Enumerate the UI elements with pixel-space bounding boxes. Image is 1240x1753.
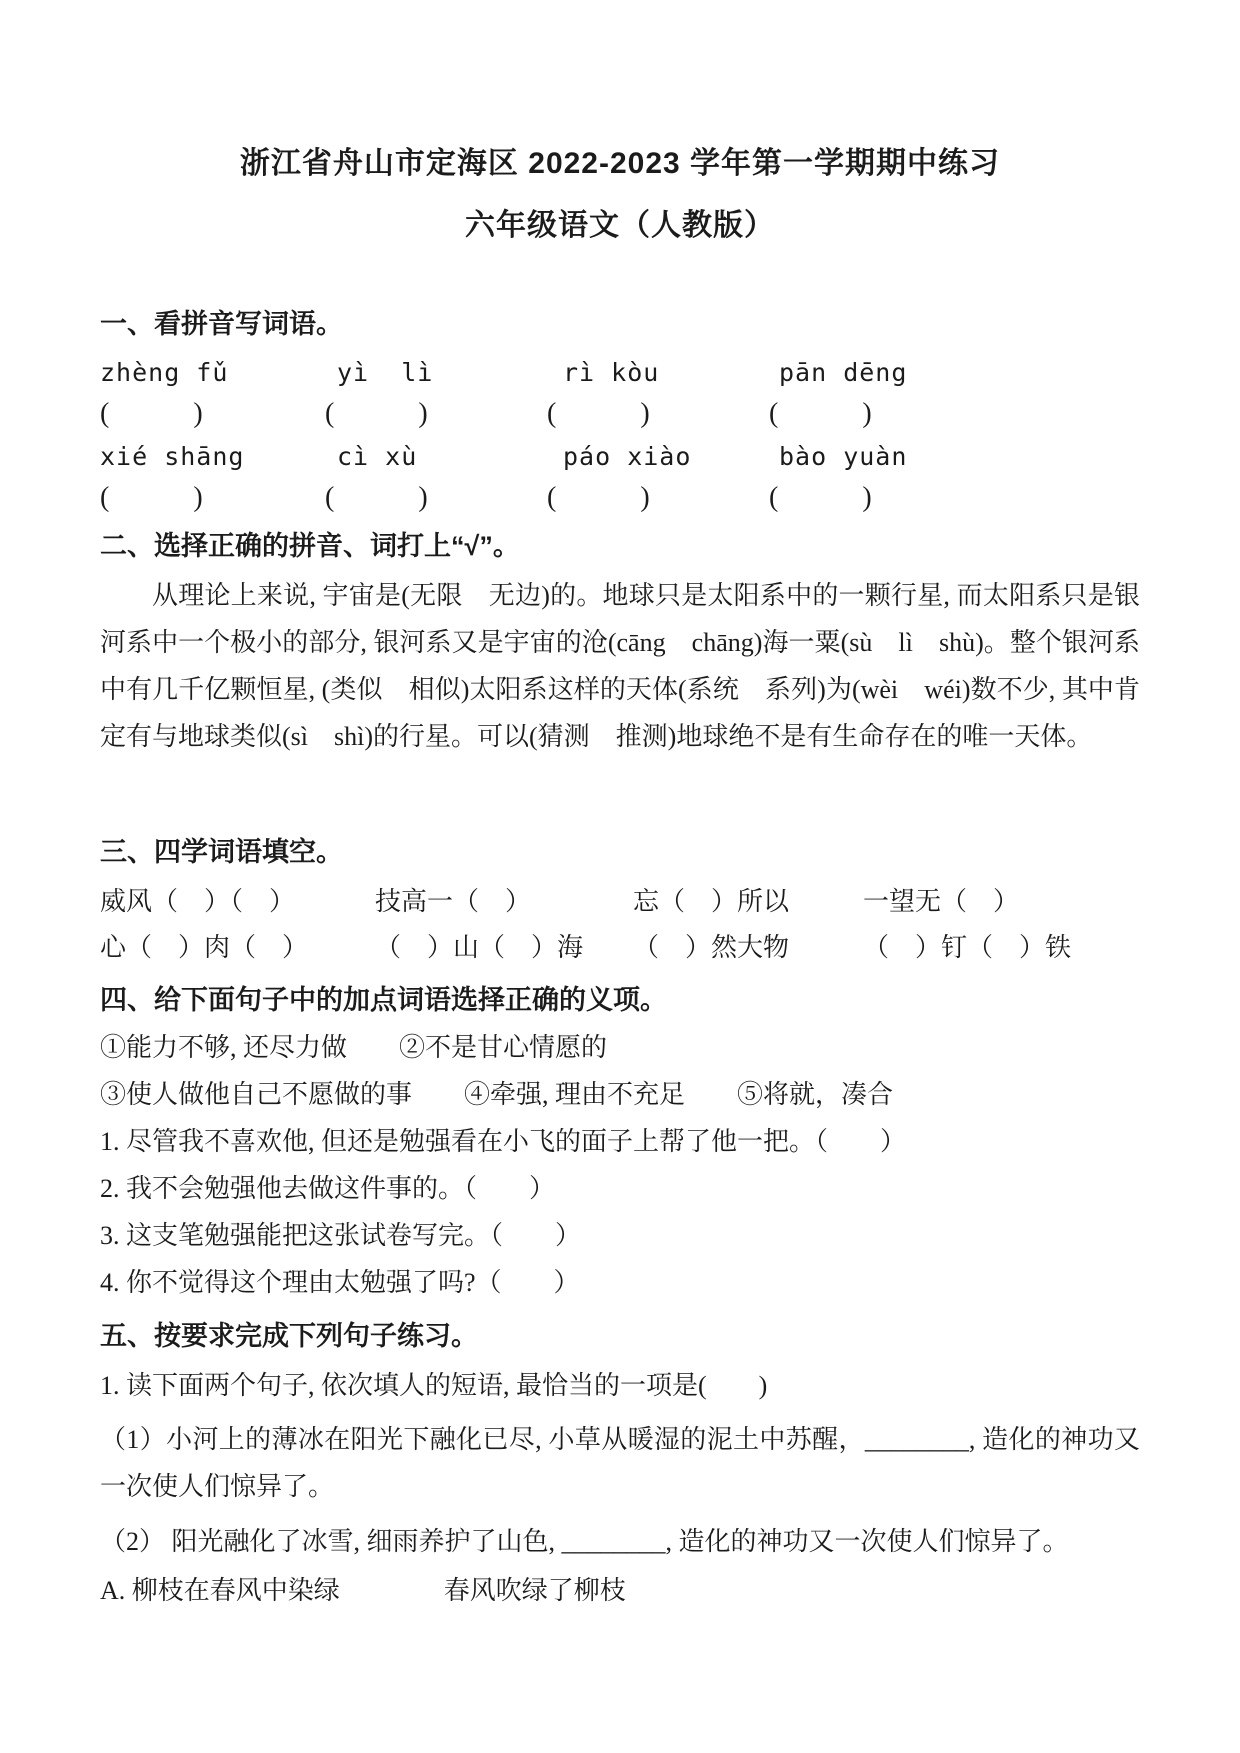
section5-heading: 五、按要求完成下列句子练习。 (100, 1321, 478, 1351)
answer-blank: ( ) (547, 482, 650, 513)
section1-pinyin-row2 (100, 440, 1140, 474)
section5-sentence-1: （1）小河上的薄冰在阳光下融化已尽, 小草从暖湿的泥土中苏醒，________, 造化的神功又一次使人们惊异了。 (100, 1425, 1140, 1501)
idiom-blank: 一望无（ ） (863, 887, 1020, 916)
idiom-blank: 心（ ）肉（ ） (100, 933, 309, 962)
section4-item-2: 2. 我不会勉强他去做这件事的。（ ） (100, 1174, 556, 1203)
section4-heading: 四、给下面句子中的加点词语选择正确的义项。 (100, 985, 667, 1015)
section2-passage: 从理论上来说, 宇宙是(无限 无边)的。地球只是太阳系中的一颗行星, 而太阳系只是银河系中一个极小的部分, 银河系又是宇宙的沧(cāng chāng)海一粟(sù lì shù)。整个银河系中有几千亿颗恒星, (类似 相似)太阳系这样的天体(系统 系列)为(wèi wéi)数不少, 其中肯定有与地球类似(sì shì)的行星。可以(猜测 推测)地球绝不是有生命存在的唯一天体。 (100, 581, 1140, 751)
idiom-blank: 威风（ ）（ ） (100, 887, 296, 916)
section1-heading: 一、看拼音写词语。 (100, 309, 343, 339)
section1-blank-row2 (100, 480, 1140, 516)
answer-blank: ( ) (100, 398, 203, 429)
idiom-blank: 忘（ ）所以 (633, 887, 790, 916)
answer-blank: ( ) (325, 398, 428, 429)
paper-title-line1: 浙江省舟山市定海区 2022-2023 学年第一学期期中练习 (239, 147, 1001, 180)
pinyin-word: yì lì (337, 358, 434, 387)
pinyin-word: páo xiào (563, 442, 692, 471)
section4-item-1: 1. 尽管我不喜欢他, 但还是勉强看在小飞的面子上帮了他一把。（ ） (100, 1127, 907, 1156)
section4-meanings-line2: ③使人做他自己不愿做的事 ④牵强, 理由不充足 ⑤将就，凑合 (100, 1080, 894, 1109)
pinyin-word: pān dēng (779, 358, 908, 387)
answer-blank: ( ) (325, 482, 428, 513)
section4-item-4: 4. 你不觉得这个理由太勉强了吗?（ ） (100, 1268, 580, 1297)
section4-meanings-line1: ①能力不够, 还尽力做 ②不是甘心情愿的 (100, 1033, 608, 1062)
pinyin-word: cì xù (337, 442, 418, 471)
answer-blank: ( ) (769, 398, 872, 429)
idiom-blank: 技高一（ ） (375, 887, 532, 916)
pinyin-word: zhèng fǔ (100, 358, 229, 387)
section1-blank-row1 (100, 396, 1140, 432)
section1-pinyin-row1 (100, 356, 1140, 390)
section5-sentence-2: （2） 阳光融化了冰雪, 细雨养护了山色, ________, 造化的神功又一次使人们惊异了。 (100, 1527, 1069, 1556)
pinyin-word: xié shāng (100, 442, 245, 471)
pinyin-word: rì kòu (563, 358, 660, 387)
paper-title-line2: 六年级语文（人教版） (465, 209, 775, 242)
idiom-blank: （ ）钉（ ）铁 (863, 933, 1072, 962)
idiom-blank: （ ）然大物 (633, 933, 790, 962)
answer-blank: ( ) (769, 482, 872, 513)
idiom-blank: （ ）山（ ）海 (375, 933, 584, 962)
pinyin-word: bào yuàn (779, 442, 908, 471)
section3-heading: 三、四学词语填空。 (100, 837, 343, 867)
answer-blank: ( ) (100, 482, 203, 513)
section5-option-a: A. 柳枝在春风中染绿 春风吹绿了柳枝 (100, 1576, 626, 1605)
section5-item-1: 1. 读下面两个句子, 依次填人的短语, 最恰当的一项是( ) (100, 1371, 768, 1400)
section4-item-3: 3. 这支笔勉强能把这张试卷写完。（ ） (100, 1221, 582, 1250)
section3-row2 (100, 930, 1140, 966)
section3-row1 (100, 884, 1140, 920)
section2-heading: 二、选择正确的拼音、词打上“√”。 (100, 531, 520, 561)
answer-blank: ( ) (547, 398, 650, 429)
